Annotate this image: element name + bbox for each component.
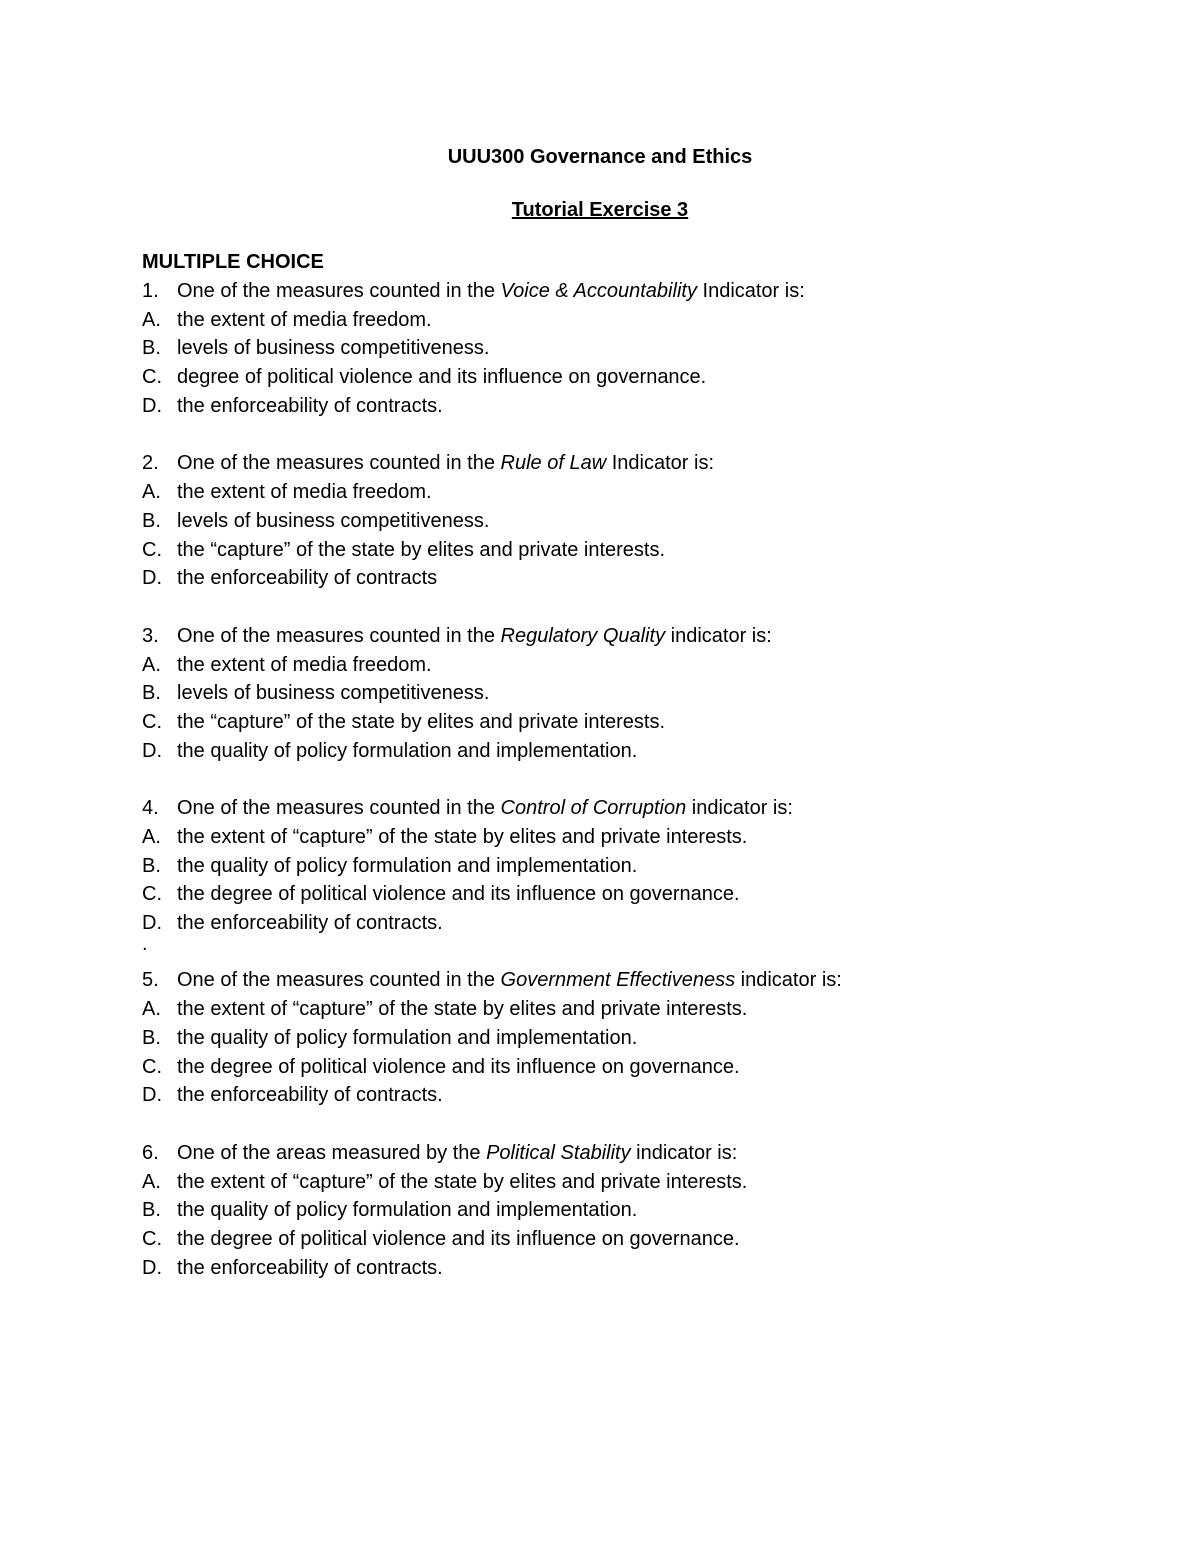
stem-text: One of the areas measured by the	[177, 1141, 487, 1164]
exercise-title: Tutorial Exercise 3	[511, 199, 689, 221]
option-letter: C.	[142, 883, 162, 906]
question-list	[142, 277, 1042, 1311]
stem-text-end: indicator is:	[735, 969, 842, 992]
option-text: the enforceability of contracts.	[177, 1256, 443, 1279]
option-text: the extent of media freedom.	[177, 653, 432, 676]
option-a	[142, 823, 1042, 852]
option-text: the enforceability of contracts.	[177, 1084, 443, 1107]
option-b	[142, 852, 1042, 881]
stem-text-end: Indicator is:	[606, 452, 714, 475]
option-c	[142, 708, 1042, 737]
option-letter: A.	[142, 998, 161, 1021]
option-a	[142, 995, 1042, 1024]
stem-text-end: indicator is:	[630, 1141, 738, 1164]
question-5	[142, 966, 1042, 1109]
question-stem	[142, 966, 1042, 995]
option-b	[142, 1024, 1042, 1053]
option-text: the quality of policy formulation and implementation.	[177, 739, 638, 762]
question-number: 1.	[142, 280, 159, 302]
option-d	[142, 392, 1042, 421]
indicator-name: Political Stability	[486, 1141, 631, 1164]
option-letter: C.	[142, 538, 162, 561]
question-number: 4.	[142, 797, 159, 820]
option-c	[142, 536, 1042, 565]
option-letter: C.	[142, 1227, 162, 1250]
option-letter: A.	[142, 653, 161, 676]
option-text: the enforceability of contracts.	[177, 394, 443, 417]
stem-text-end: indicator is:	[665, 624, 772, 647]
option-a	[142, 1168, 1042, 1197]
option-letter: D.	[142, 394, 162, 417]
option-c	[142, 1225, 1042, 1254]
indicator-name: Voice & Accountability	[500, 280, 697, 302]
option-text: the quality of policy formulation and implementation.	[177, 854, 638, 877]
option-text: the extent of “capture” of the state by elites and private interests.	[177, 1170, 748, 1193]
option-text: the extent of media freedom.	[177, 308, 432, 331]
option-text: levels of business competitiveness.	[177, 682, 490, 705]
option-d	[142, 564, 1042, 593]
option-letter: D.	[142, 739, 162, 762]
option-letter: B.	[142, 1199, 161, 1222]
stem-text-end: indicator is:	[686, 797, 793, 820]
option-letter: B.	[142, 682, 161, 705]
option-text: the extent of “capture” of the state by elites and private interests.	[177, 998, 748, 1021]
option-letter: A.	[142, 826, 161, 848]
option-text: levels of business competitiveness.	[177, 509, 490, 532]
course-title: UUU300 Governance and Ethics	[447, 146, 753, 168]
question-number: 6.	[142, 1141, 159, 1164]
option-letter: B.	[142, 854, 161, 877]
stem-text: One of the measures counted in the	[177, 280, 501, 302]
option-b	[142, 507, 1042, 536]
option-text: the degree of political violence and its influence on governance.	[177, 1055, 740, 1078]
stem-text: One of the measures counted in the	[177, 452, 501, 475]
question-4	[142, 794, 1042, 937]
option-letter: B.	[142, 509, 161, 532]
question-stem	[142, 622, 1042, 651]
option-text: the “capture” of the state by elites and private interests.	[177, 538, 666, 561]
stem-text: One of the measures counted in the	[177, 797, 501, 820]
stem-text: One of the measures counted in the	[177, 969, 501, 992]
option-text: the quality of policy formulation and implementation.	[177, 1026, 638, 1049]
option-text: the “capture” of the state by elites and private interests.	[177, 710, 666, 733]
option-letter: D.	[142, 1256, 162, 1279]
option-c	[142, 880, 1042, 909]
option-d	[142, 1254, 1042, 1283]
option-text: degree of political violence and its influence on governance.	[177, 366, 707, 389]
option-a	[142, 478, 1042, 507]
option-text: the extent of media freedom.	[177, 481, 432, 504]
question-number: 3.	[142, 624, 159, 647]
question-number: 2.	[142, 452, 159, 475]
option-a	[142, 306, 1042, 335]
option-letter: A.	[142, 481, 161, 504]
option-letter: D.	[142, 1084, 162, 1107]
question-6	[142, 1139, 1042, 1282]
option-b	[142, 679, 1042, 708]
section-heading: MULTIPLE CHOICE	[142, 251, 324, 273]
indicator-name: Regulatory Quality	[500, 624, 666, 647]
option-letter: C.	[142, 710, 162, 733]
option-letter: C.	[142, 366, 162, 389]
option-a	[142, 651, 1042, 680]
question-2	[142, 449, 1042, 592]
option-letter: A.	[142, 1170, 161, 1193]
stem-text: One of the measures counted in the	[177, 624, 501, 647]
option-d	[142, 1081, 1042, 1110]
indicator-name: Government Effectiveness	[500, 969, 736, 992]
option-letter: D.	[142, 912, 162, 935]
stray-period-mark: .	[142, 932, 148, 955]
question-1	[142, 277, 1042, 420]
option-text: the enforceability of contracts	[177, 567, 438, 590]
question-number: 5.	[142, 969, 159, 992]
indicator-name: Rule of Law	[500, 452, 607, 475]
question-stem	[142, 277, 1042, 306]
question-3	[142, 622, 1042, 765]
option-letter: B.	[142, 337, 161, 360]
option-text: the degree of political violence and its influence on governance.	[177, 1227, 740, 1250]
option-letter: B.	[142, 1026, 161, 1049]
option-d	[142, 909, 1042, 938]
option-text: the enforceability of contracts.	[177, 912, 443, 935]
option-letter: A.	[142, 308, 161, 331]
indicator-name: Control of Corruption	[500, 797, 687, 820]
stem-text-end: Indicator is:	[696, 280, 805, 302]
option-text: the degree of political violence and its influence on governance.	[177, 883, 740, 906]
option-letter: C.	[142, 1055, 162, 1078]
question-stem	[142, 1139, 1042, 1168]
option-d	[142, 737, 1042, 766]
option-text: levels of business competitiveness.	[177, 337, 490, 360]
option-c	[142, 1053, 1042, 1082]
option-letter: D.	[142, 567, 162, 590]
option-text: the quality of policy formulation and implementation.	[177, 1199, 638, 1222]
question-stem	[142, 449, 1042, 478]
option-c	[142, 363, 1042, 392]
option-text: the extent of “capture” of the state by elites and private interests.	[177, 826, 748, 848]
option-b	[142, 334, 1042, 363]
question-stem	[142, 794, 1042, 823]
option-b	[142, 1196, 1042, 1225]
